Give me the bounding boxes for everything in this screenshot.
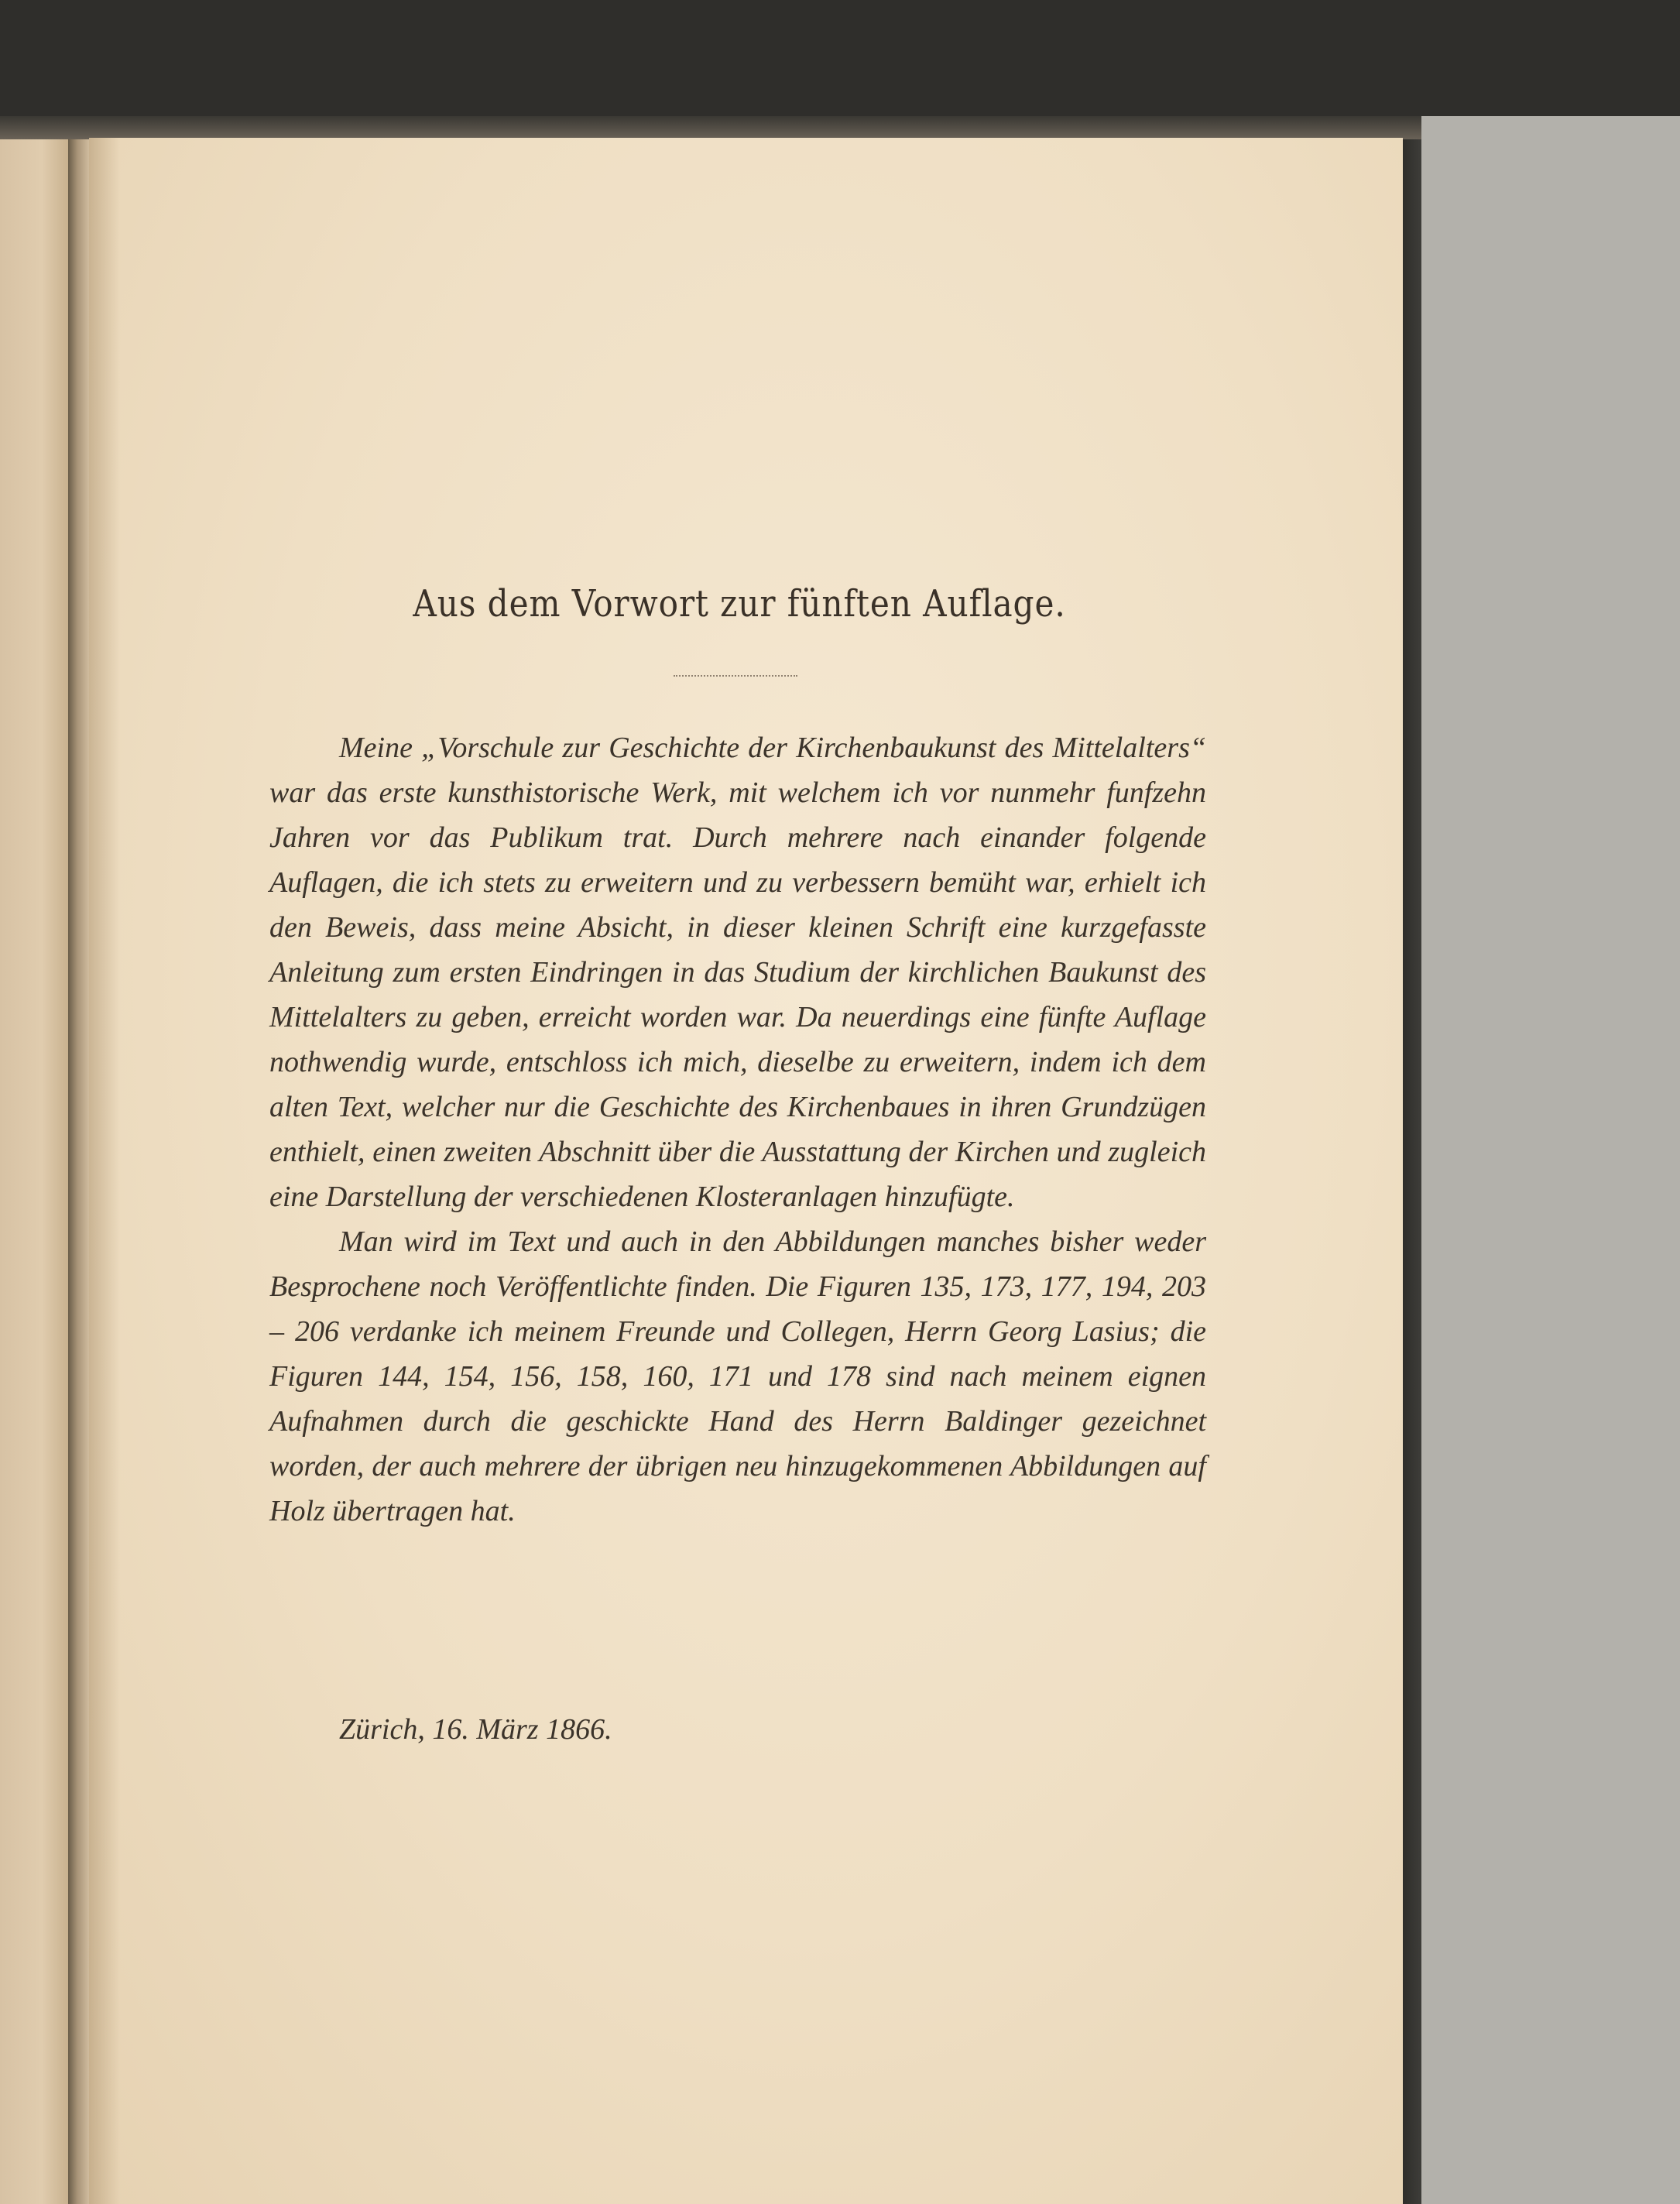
paragraph: Man wird im Text und auch in den Abbildungen manches bisher weder Besprochene noch Veröffentlichte finden. Die Figuren 135, 173, 177, 194, 203 – 206 verdanke ich meinem Freunde und Collegen, Herrn Georg Lasius; die Figuren 144, 154, 156, 158, 160, 171 und 178 sind nach meinem eignen Aufnahmen durch die geschickte Hand des Herrn Baldinger gezeichnet worden, der auch mehrere der übrigen neu hinzugekommenen Abbildungen auf Holz übertragen hat. (269, 1225, 1206, 1527)
book-gutter (68, 130, 91, 2204)
book-cover-right-edge (1401, 116, 1421, 2204)
preface-text (269, 725, 1206, 1534)
left-page-edge (0, 135, 70, 2204)
dateline: Zürich, 16. März 1866. (339, 1713, 612, 1746)
book-top-edge (0, 116, 1421, 139)
page-heading: Aus dem Vorwort zur fünften Auflage. (413, 582, 1066, 626)
page-gutter-shadow (89, 138, 120, 2204)
book-cover-right (1401, 116, 1680, 2204)
paragraph: Meine „Vorschule zur Geschichte der Kirchenbaukunst des Mittelalters“ war das erste kunsthistorische Werk, mit welchem ich vor nunmehr funfzehn Jahren vor das Publikum trat. Durch mehrere nach einander folgende Auflagen, die ich stets zu erweitern und zu verbessern bemüht war, erhielt ich den Beweis, dass meine Absicht, in dieser kleinen Schrift eine kurzgefasste Anleitung zum ersten Eindringen in das Studium der kirchlichen Baukunst des Mittelalters zu geben, erreicht worden war. Da neuerdings eine fünfte Auflage nothwendig wurde, entschloss ich mich, dieselbe zu erweitern, indem ich dem alten Text, welcher nur die Geschichte des Kirchenbaues in ihren Grundzügen enthielt, einen zweiten Abschnitt über die Ausstattung der Kirchen und zugleich eine Darstellung der verschiedenen Klosteranlagen hinzufügte. (269, 732, 1206, 1213)
heading-divider (674, 675, 797, 677)
